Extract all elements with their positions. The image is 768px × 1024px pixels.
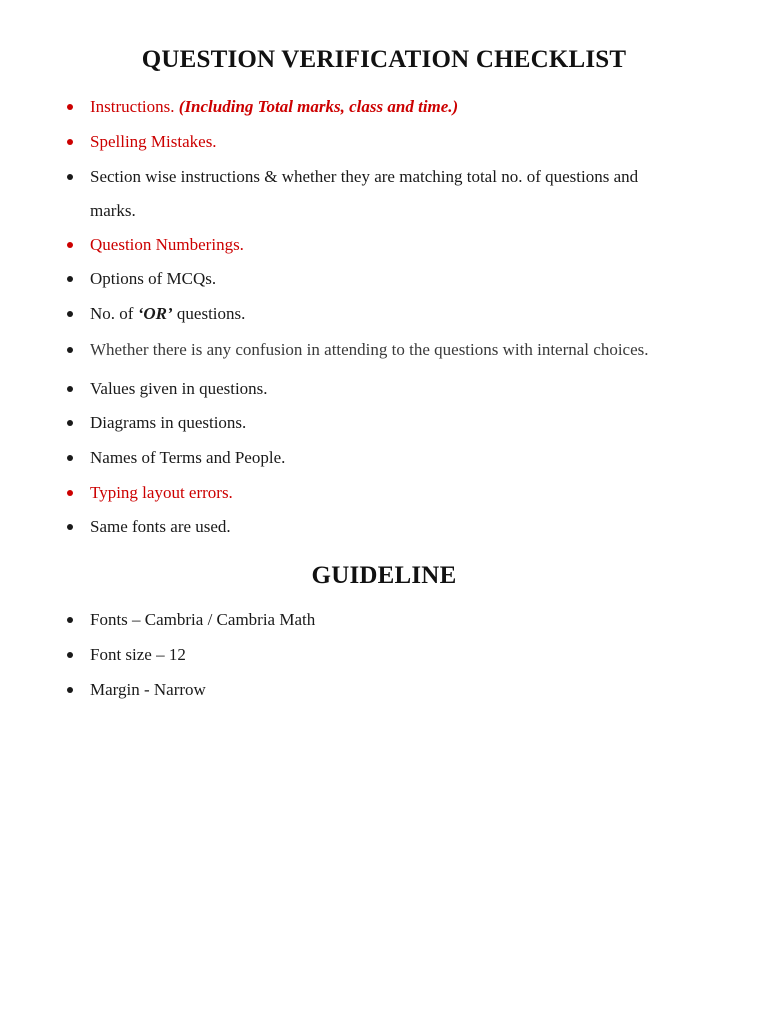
list-item-text: Names of Terms and People.	[90, 448, 286, 467]
bullet-icon	[67, 455, 73, 461]
bullet-icon	[67, 139, 73, 145]
list-item-text: Section wise instructions & whether they are matching total no. of questions and	[90, 167, 639, 186]
bullet-icon	[67, 276, 73, 282]
bullet-icon	[67, 490, 73, 496]
bullet-icon	[67, 242, 73, 248]
list-item-text: Spelling Mistakes.	[90, 132, 217, 151]
list-item-text: Diagrams in questions.	[90, 413, 247, 432]
list-item-text: Fonts – Cambria / Cambria Math	[90, 610, 316, 629]
or-emphasis: ‘OR’	[137, 304, 173, 323]
bullet-icon	[67, 386, 73, 392]
bullet-icon	[67, 311, 73, 317]
bullet-icon	[67, 687, 73, 693]
list-item-text: Instructions. (Including Total marks, class and time.)	[90, 97, 459, 116]
bullet-icon	[67, 174, 73, 180]
bullet-icon	[67, 617, 73, 623]
bullet-icon	[67, 104, 73, 110]
list-item-text: Font size – 12	[90, 645, 186, 664]
bullet-icon	[67, 347, 73, 353]
list-item-text: Whether there is any confusion in attending to the questions with internal choices.	[90, 340, 649, 359]
list-item-text: Options of MCQs.	[90, 269, 217, 288]
bullet-icon	[67, 524, 73, 530]
bullet-icon	[67, 420, 73, 426]
list-item-text-continuation: marks.	[90, 201, 136, 220]
list-item-text: Same fonts are used.	[90, 517, 231, 536]
guideline-title: GUIDELINE	[311, 562, 457, 589]
list-item-text: Margin - Narrow	[90, 680, 206, 699]
instructions-emphasis: (Including Total marks, class and time.)	[178, 97, 459, 116]
page-title: QUESTION VERIFICATION CHECKLIST	[141, 46, 627, 73]
list-item-text: Question Numberings.	[90, 235, 244, 254]
bullet-icon	[67, 652, 73, 658]
list-item-text: Typing layout errors.	[90, 483, 233, 502]
list-item-text: No. of ‘OR’ questions.	[90, 304, 246, 323]
list-item-text: Values given in questions.	[90, 379, 268, 398]
